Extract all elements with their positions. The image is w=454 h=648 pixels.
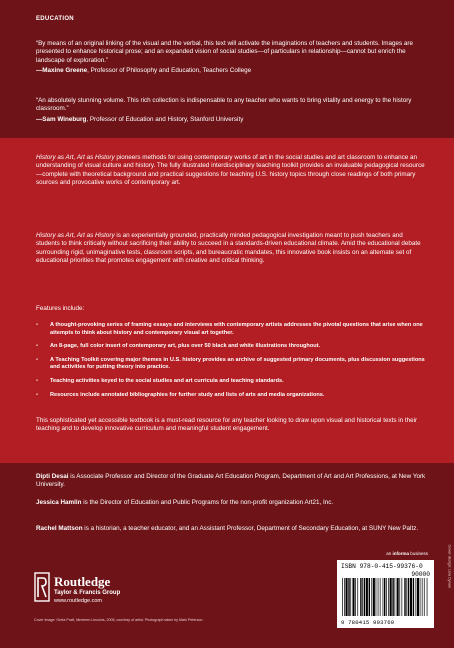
- quote-author: —Sam Wineburg: [36, 115, 87, 123]
- quote-affiliation: , Professor of Philosophy and Education, Teachers College: [87, 66, 252, 74]
- informa-business: [386, 551, 428, 556]
- quote-1: [36, 40, 424, 75]
- book-title: History as Art, Art as History: [36, 232, 115, 239]
- design-credit: Cover design: Lisa Dynan: [447, 544, 451, 588]
- bullet-icon: •: [36, 322, 38, 328]
- feature-text: A thought-provoking series of framing essays and interviews with contemporary artists addresses the pivotal questions that arise when one attempts to think about history and contemporary visual art together.: [50, 322, 423, 336]
- isbn-top: ISBN 978-0-415-99376-0: [341, 563, 423, 570]
- barcode-bars-icon: [341, 578, 430, 616]
- author-name: Dipti Desai: [36, 473, 69, 480]
- category-label: EDUCATION: [36, 16, 74, 22]
- author-bio-1: [36, 473, 428, 490]
- routledge-logo-icon: [34, 572, 50, 602]
- informa-brand: informa: [392, 551, 409, 556]
- quote-author: —Maxine Greene: [36, 66, 88, 74]
- quote-text: “An absolutely stunning volume. This rich collection is indispensable to any teacher who wants to bring vitality and energy to the history classroom.”: [36, 97, 412, 113]
- list-item: [36, 392, 426, 400]
- closing-paragraph: This sophisticated yet accessible textbook is a must-read resource for any teacher looking to draw upon visual and historical texts in their teaching and to develop innovative curriculum and meaningful student engagement.: [36, 417, 418, 433]
- publisher-group: Taylor & Francis Group: [54, 590, 121, 596]
- informa-prefix: an: [386, 551, 393, 556]
- features-list: [36, 322, 426, 405]
- author-text: is the Director of Education and Public Programs for the non-profit organization Art21, Inc.: [81, 499, 334, 506]
- feature-text: A Teaching Toolkit covering major themes in U.S. history provides an archive of suggested primary documents, plus discussion suggestions and activities for putting theory into practice.: [50, 356, 425, 371]
- quote-2: [36, 97, 424, 124]
- feature-text: Teaching activities keyed to the social studies and art curricula and teaching standards.: [50, 377, 284, 384]
- informa-suffix: business: [408, 551, 428, 556]
- paragraph-text: is an experientially grounded, practically minded pedagogical investigation meant to push teachers and students to think critically without sacrificing their ability to succeed in a standards-driven educational climate. Amid the educational debate surrounding rigid, unimaginative tests, classroom scripts, and bureaucratic mandates, this innovative book insists on an alternate set of educational priorities that promotes engagement with creative and critical thinking.: [36, 232, 421, 265]
- author-text: is Associate Professor and Director of the Graduate Art Education Program, Department of Art and Art Professions, at New York University.: [36, 473, 426, 489]
- book-title: History as Art, Art as History: [36, 154, 115, 161]
- author-bio-2: [36, 499, 428, 507]
- list-item: [36, 322, 426, 337]
- author-name: Rachel Mattson: [36, 525, 83, 532]
- quote-attribution: [36, 67, 424, 75]
- list-item: [36, 357, 426, 372]
- intro-paragraph-1: [36, 154, 428, 188]
- bullet-icon: •: [36, 356, 38, 363]
- quote-text: “By means of an original linking of the visual and the verbal, this text will activate the imaginations of teachers and students. Images are presented to enhance historical prose; and an expanded vision of social studies—of particulars in relationship—cannot but enrich the landscape of exploration.”: [36, 40, 413, 64]
- cover-credit: Cover image: Greta Pratt, Nineteen Lincolns, 2005, courtesy of artist. Photograph taken by Mark Peterson.: [34, 618, 204, 622]
- price-code: 90000: [411, 571, 430, 578]
- publisher-url[interactable]: www.routledge.com: [54, 598, 102, 604]
- bullet-icon: •: [36, 391, 38, 398]
- feature-text: Resources include annotated bibliographies for further study and lists of arts and media organizations.: [50, 391, 325, 398]
- feature-text: An 8-page, full color insert of contemporary art, plus over 50 black and white illustrations throughout.: [50, 343, 321, 350]
- bullet-icon: •: [36, 343, 38, 350]
- author-bio-3: [36, 525, 428, 533]
- list-item: [36, 378, 426, 386]
- isbn-bottom: 9 780415 993760: [341, 619, 395, 626]
- quotes-section: [0, 0, 454, 138]
- quote-attribution: [36, 116, 424, 124]
- publisher-name: Routledge: [54, 574, 111, 589]
- barcode: [337, 560, 434, 628]
- list-item: [36, 343, 426, 351]
- author-name: Jessica Hamlin: [36, 499, 82, 506]
- quote-affiliation: , Professor of Education and History, Stanford University: [86, 115, 244, 123]
- bullet-icon: •: [36, 377, 38, 384]
- intro-paragraph-2: [36, 232, 428, 266]
- paragraph-text: pioneers methods for using contemporary works of art in the social studies and art classroom to enhance an understanding of visual culture and history. The fully illustrated interdisciplinary teaching toolkit provides an invaluable pedagogical resource—complete with theoretical background and practical suggestions for teaching U.S. history topics through close readings of both primary sources and provocative works of contemporary art.: [36, 154, 425, 187]
- author-text: is a historian, a teacher educator, and an Assistant Professor, Department of Secondary Education, at SUNY New Paltz.: [82, 525, 419, 532]
- features-heading: Features include:: [36, 305, 85, 312]
